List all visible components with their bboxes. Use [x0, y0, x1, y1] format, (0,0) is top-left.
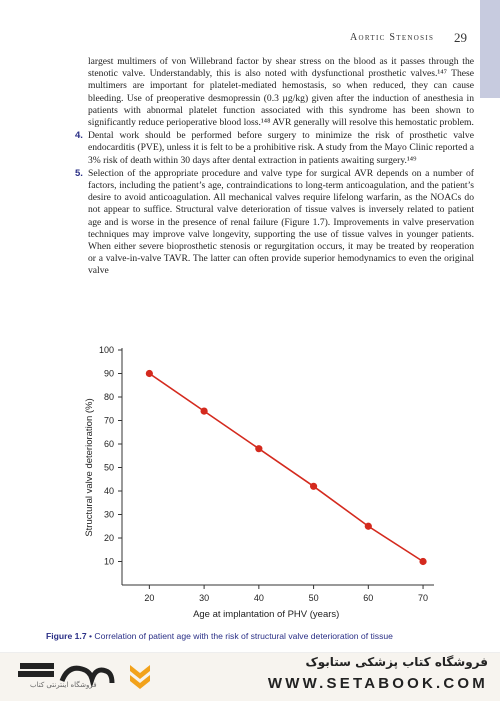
data-point — [146, 370, 153, 377]
paragraph-continuation: largest multimers of von Willebrand factor by shear stress on the blood as it passes through the stenotic valve. Understandably, this is also noted with dysfunctional prosthetic valves.¹⁴⁷ These multimers are important for platelet-mediated hemostasis, so when reduced, they can cause bleeding. Use of preoperative desmopressin (0.3 µg/kg) given after the induction of anesthesia in patients with abnormal platelet function associated with this syndrome has been shown to significantly reduce perioperative blood loss.¹⁴⁸ AVR generally will resolve this hemostatic problem. — [88, 56, 474, 129]
x-tick-label: 50 — [308, 593, 319, 603]
list-number: 5. — [75, 167, 83, 179]
list-item-4 — [75, 130, 474, 167]
list-number: 4. — [75, 130, 83, 142]
y-axis — [99, 345, 122, 585]
list-item-5 — [75, 167, 474, 278]
y-tick-label: 100 — [98, 345, 114, 355]
logo-subtitle: فروشگاه اینترنتی کتاب — [30, 681, 97, 689]
data-point — [201, 408, 208, 415]
shop-name: فروشگاه کتاب پزشکی ستابوک — [305, 655, 488, 669]
series-line — [149, 374, 423, 562]
running-title: Aortic Stenosis — [350, 32, 435, 43]
y-tick-label: 10 — [103, 556, 114, 567]
x-axis-title: Age at implantation of PHV (years) — [193, 609, 340, 620]
shop-url: WWW.SETABOOK.COM — [267, 675, 488, 692]
x-tick-label: 70 — [418, 593, 429, 603]
y-tick-label: 40 — [103, 486, 114, 496]
line-chart — [84, 340, 484, 630]
y-tick-label: 60 — [103, 439, 114, 449]
y-tick-label: 50 — [103, 462, 114, 473]
figure-label: Figure 1.7 — [46, 631, 87, 641]
data-point — [310, 483, 317, 490]
y-tick-label: 80 — [103, 392, 114, 402]
watermark-footer — [0, 652, 500, 701]
data-point — [419, 558, 426, 565]
y-axis-title: Structural valve deterioration (%) — [84, 398, 95, 537]
data-point — [255, 445, 262, 452]
y-tick-label: 30 — [103, 509, 114, 520]
series — [146, 370, 427, 565]
x-tick-label: 40 — [253, 593, 264, 603]
x-axis — [122, 585, 434, 603]
running-header — [0, 32, 500, 52]
caption-text: Correlation of patient age with the risk of structural valve deterioration of tissue — [94, 631, 393, 641]
list-item-text: Dental work should be performed before surgery to minimize the risk of prosthetic valve endocarditis (PVE), unless it is felt to be a prohibitive risk. A study from the Mayo Clinic reported a 3% risk of death within 30 days after dental extraction in patients awaiting surgery.¹⁴⁹ — [88, 130, 474, 166]
y-tick-label: 90 — [103, 368, 114, 379]
x-tick-label: 60 — [363, 593, 374, 603]
y-tick-label: 20 — [103, 533, 114, 543]
list-item-text: Selection of the appropriate procedure and valve type for surgical AVR depends on a number of factors, including the patient’s age, contraindications to long-term anticoagulation, and the patient’s desire to avoid anticoagulation. All mechanical valves require lifelong warfarin, as the NOACs do not appear to suffice. Structural valve deterioration of tissue valves is inversely related to patient age and is worse in the presence of renal failure (Figure 1.7). Improvements in valve preservation techniques may improve valve longevity, supporting the use of tissue valves in younger patients. When either severe bioprosthetic stenosis or regurgitation occurs, it may be treated by reoperation or a valve-in-valve TAVR. The latter can often provide superior hemodynamics to even the original valve — [88, 167, 474, 277]
figure-caption — [46, 631, 486, 641]
x-tick-label: 30 — [199, 593, 210, 603]
page-number: 29 — [454, 30, 467, 45]
body-text — [75, 56, 474, 278]
data-point — [365, 523, 372, 530]
figure-chart — [84, 340, 484, 630]
y-tick-label: 70 — [103, 415, 114, 426]
setabook-logo — [18, 659, 158, 699]
caption-bullet: • — [88, 631, 92, 641]
x-tick-label: 20 — [144, 593, 155, 603]
